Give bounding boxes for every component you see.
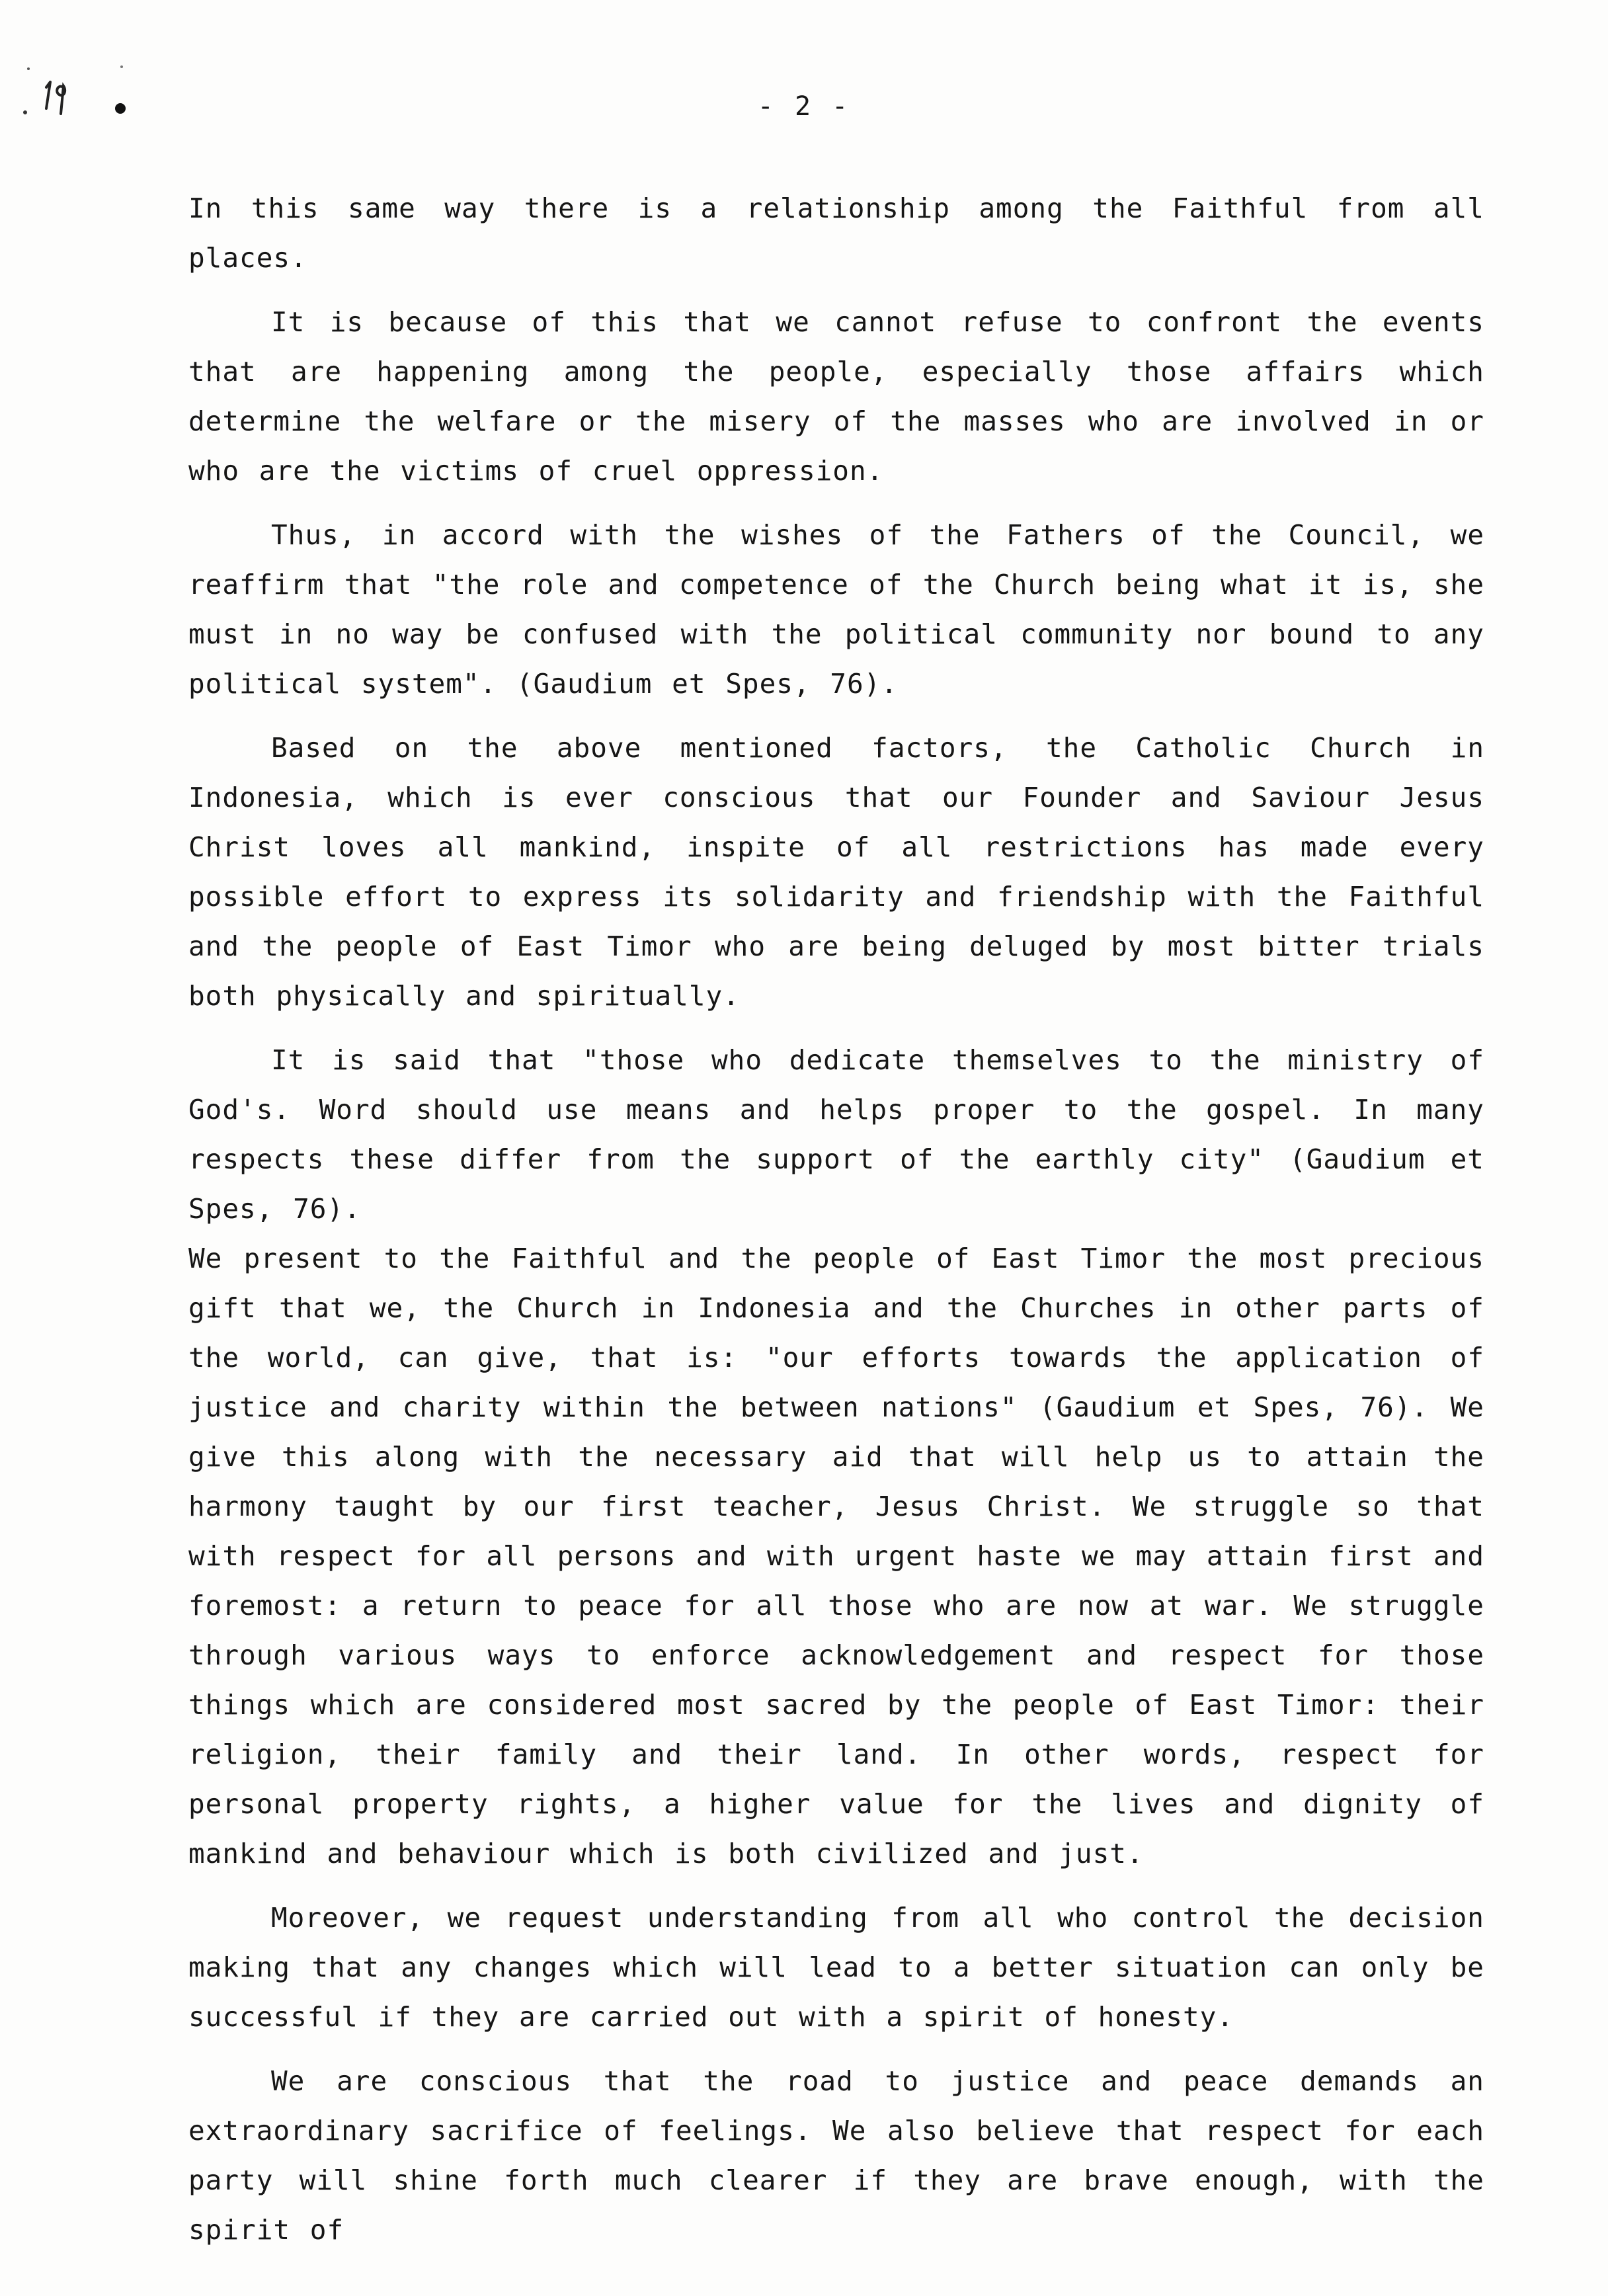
paragraph-8: We are conscious that the road to justice and peace demands an extraordinary sacrifice of feelings. We also believe that respect for each party will shine forth much clearer if they are brave enough, with the spirit of (188, 2065, 1484, 2246)
paragraph-1: In this same way there is a relationship among the Faithful from all places. (188, 192, 1484, 274)
paragraph-4: Based on the above mentioned factors, the Catholic Church in Indonesia, which is ever conscious that our Founder and Saviour Jesus Christ loves all mankind, inspite of all restrictions has made every possible effort to express its solidarity and friendship with the Faithful and the people of East Timor who are being deluged by most bitter trials both physically and spiritually. (188, 732, 1484, 1012)
paragraph-5: It is said that "those who dedicate themselves to the ministry of God's. Word should use means and helps proper to the gospel. In many respects these differ from the support of the earthly city" (Gaudium et Spes, 76). (188, 1044, 1484, 1225)
paragraph-7: Moreover, we request understanding from all who control the decision making that any changes which will lead to a better situation can only be successful if they are carried out with a spirit of honesty. (188, 1902, 1484, 2033)
letter-body (188, 184, 1484, 2270)
paragraph-6: We present to the Faithful and the people of East Timor the most precious gift that we, the Church in Indonesia and the Churches in other parts of the world, can give, that is: "our efforts towards the application of justice and charity within the between nations" (Gaudium et Spes, 76). We give this along with the necessary aid that will help us to attain the harmony taught by our first teacher, Jesus Christ. We struggle so that with respect for all persons and with urgent haste we may attain first and foremost: a return to peace for all those who are now at war. We struggle through various ways to enforce acknowledgement and respect for those things which are considered most sacred by the people of East Timor: their religion, their family and their land. In other words, respect for personal property rights, a higher value for the lives and dignity of mankind and behaviour which is both civilized and just. (188, 1243, 1484, 1869)
paragraph-3: Thus, in accord with the wishes of the Fathers of the Council, we reaffirm that "the role and competence of the Church being what it is, she must in no way be confused with the political community nor bound to any political system". (Gaudium et Spes, 76). (188, 519, 1484, 700)
page-number: - 2 - (757, 91, 851, 122)
paragraph-2: It is because of this that we cannot refuse to confront the events that are happening among the people, especially those affairs which determine the welfare or the misery of the masses who are involved in or who are the victims of cruel oppression. (188, 306, 1484, 487)
